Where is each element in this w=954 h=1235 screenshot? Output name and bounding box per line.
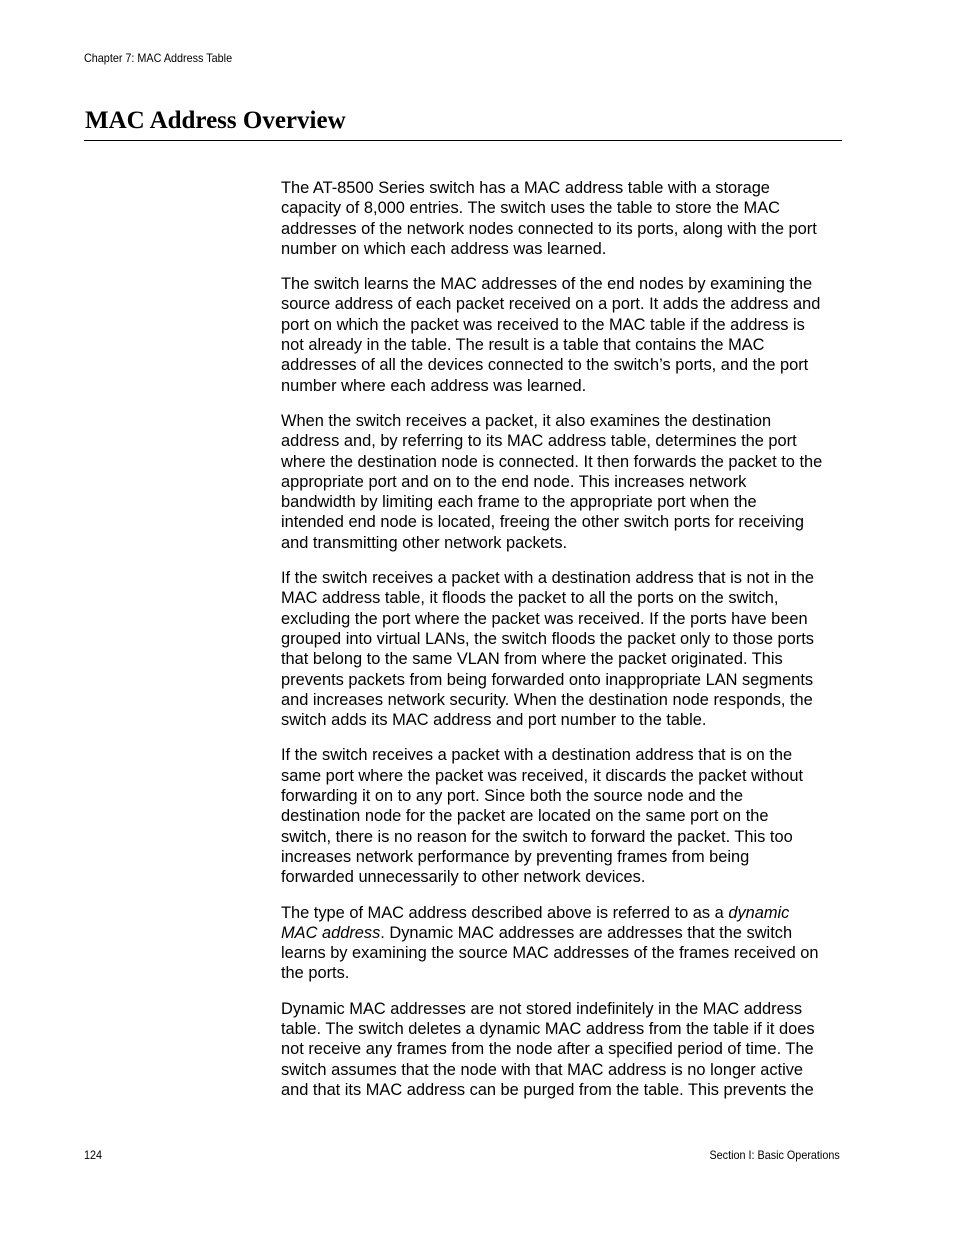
body-text bbox=[281, 178, 843, 1115]
paragraph-dynamic-mac-rest: . Dynamic MAC addresses are addresses that the switch learns by examining the source MAC addresses of the frames received on the ports. bbox=[281, 923, 819, 983]
paragraph-forwarding: When the switch receives a packet, it also examines the destination address and, by referring to its MAC address table, determines the port where the destination node is connected. It then forwards the packet to the appropriate port and on to the end node. This increases network bandwidth by limiting each frame to the appropriate port when the intended end node is located, freeing the other switch ports for receiving and transmitting other network packets. bbox=[281, 411, 823, 552]
title-rule bbox=[84, 140, 842, 141]
paragraph-discarding: If the switch receives a packet with a destination address that is on the same port where the packet was received, it discards the packet without forwarding it on to any port. Since both the source node and the destination node for the packet are located on the same port on the switch, there is no reason for the switch to forward the packet. This too increases network performance by preventing frames from being forwarded unnecessarily to other network devices. bbox=[281, 746, 804, 887]
paragraph-dynamic-mac bbox=[281, 903, 843, 984]
page-title: MAC Address Overview bbox=[85, 107, 346, 134]
page-number: 124 bbox=[84, 1148, 103, 1162]
running-header: Chapter 7: MAC Address Table bbox=[84, 51, 233, 65]
paragraph-flooding: If the switch receives a packet with a destination address that is not in the MAC address table, it floods the packet to all the ports on the switch, excluding the port where the packet was received. If the ports have been grouped into virtual LANs, the switch floods the packet only to those ports that belong to the same VLAN from where the packet originated. This prevents packets from being forwarded onto inappropriate LAN segments and increases network security. When the destination node responds, the switch adds its MAC address and port number to the table. bbox=[281, 569, 814, 730]
paragraph-aging: Dynamic MAC addresses are not stored indefinitely in the MAC address table. The switch deletes a dynamic MAC address from the table if it does not receive any frames from the node after a specified period of time. The switch assumes that the node with that MAC address is no longer active and that its MAC address can be purged from the table. This prevents the bbox=[281, 999, 815, 1099]
paragraph-dynamic-mac-lead: The type of MAC address described above is referred to as a bbox=[281, 903, 729, 922]
dynamic-mac-term: dynamic MAC address bbox=[281, 903, 790, 942]
footer-section: Section I: Basic Operations bbox=[709, 1148, 840, 1162]
paragraph-mac-table-capacity: The AT-8500 Series switch has a MAC address table with a storage capacity of 8,000 entries. The switch uses the table to store the MAC addresses of the network nodes connected to its ports, along with the port number on which each address was learned. bbox=[281, 179, 817, 258]
paragraph-learning: The switch learns the MAC addresses of the end nodes by examining the source address of each packet received on a port. It adds the address and port on which the packet was received to the MAC table if the address is not already in the table. The result is a table that contains the MAC addresses of all the devices connected to the switch’s ports, and the port number where each address was learned. bbox=[281, 275, 821, 395]
